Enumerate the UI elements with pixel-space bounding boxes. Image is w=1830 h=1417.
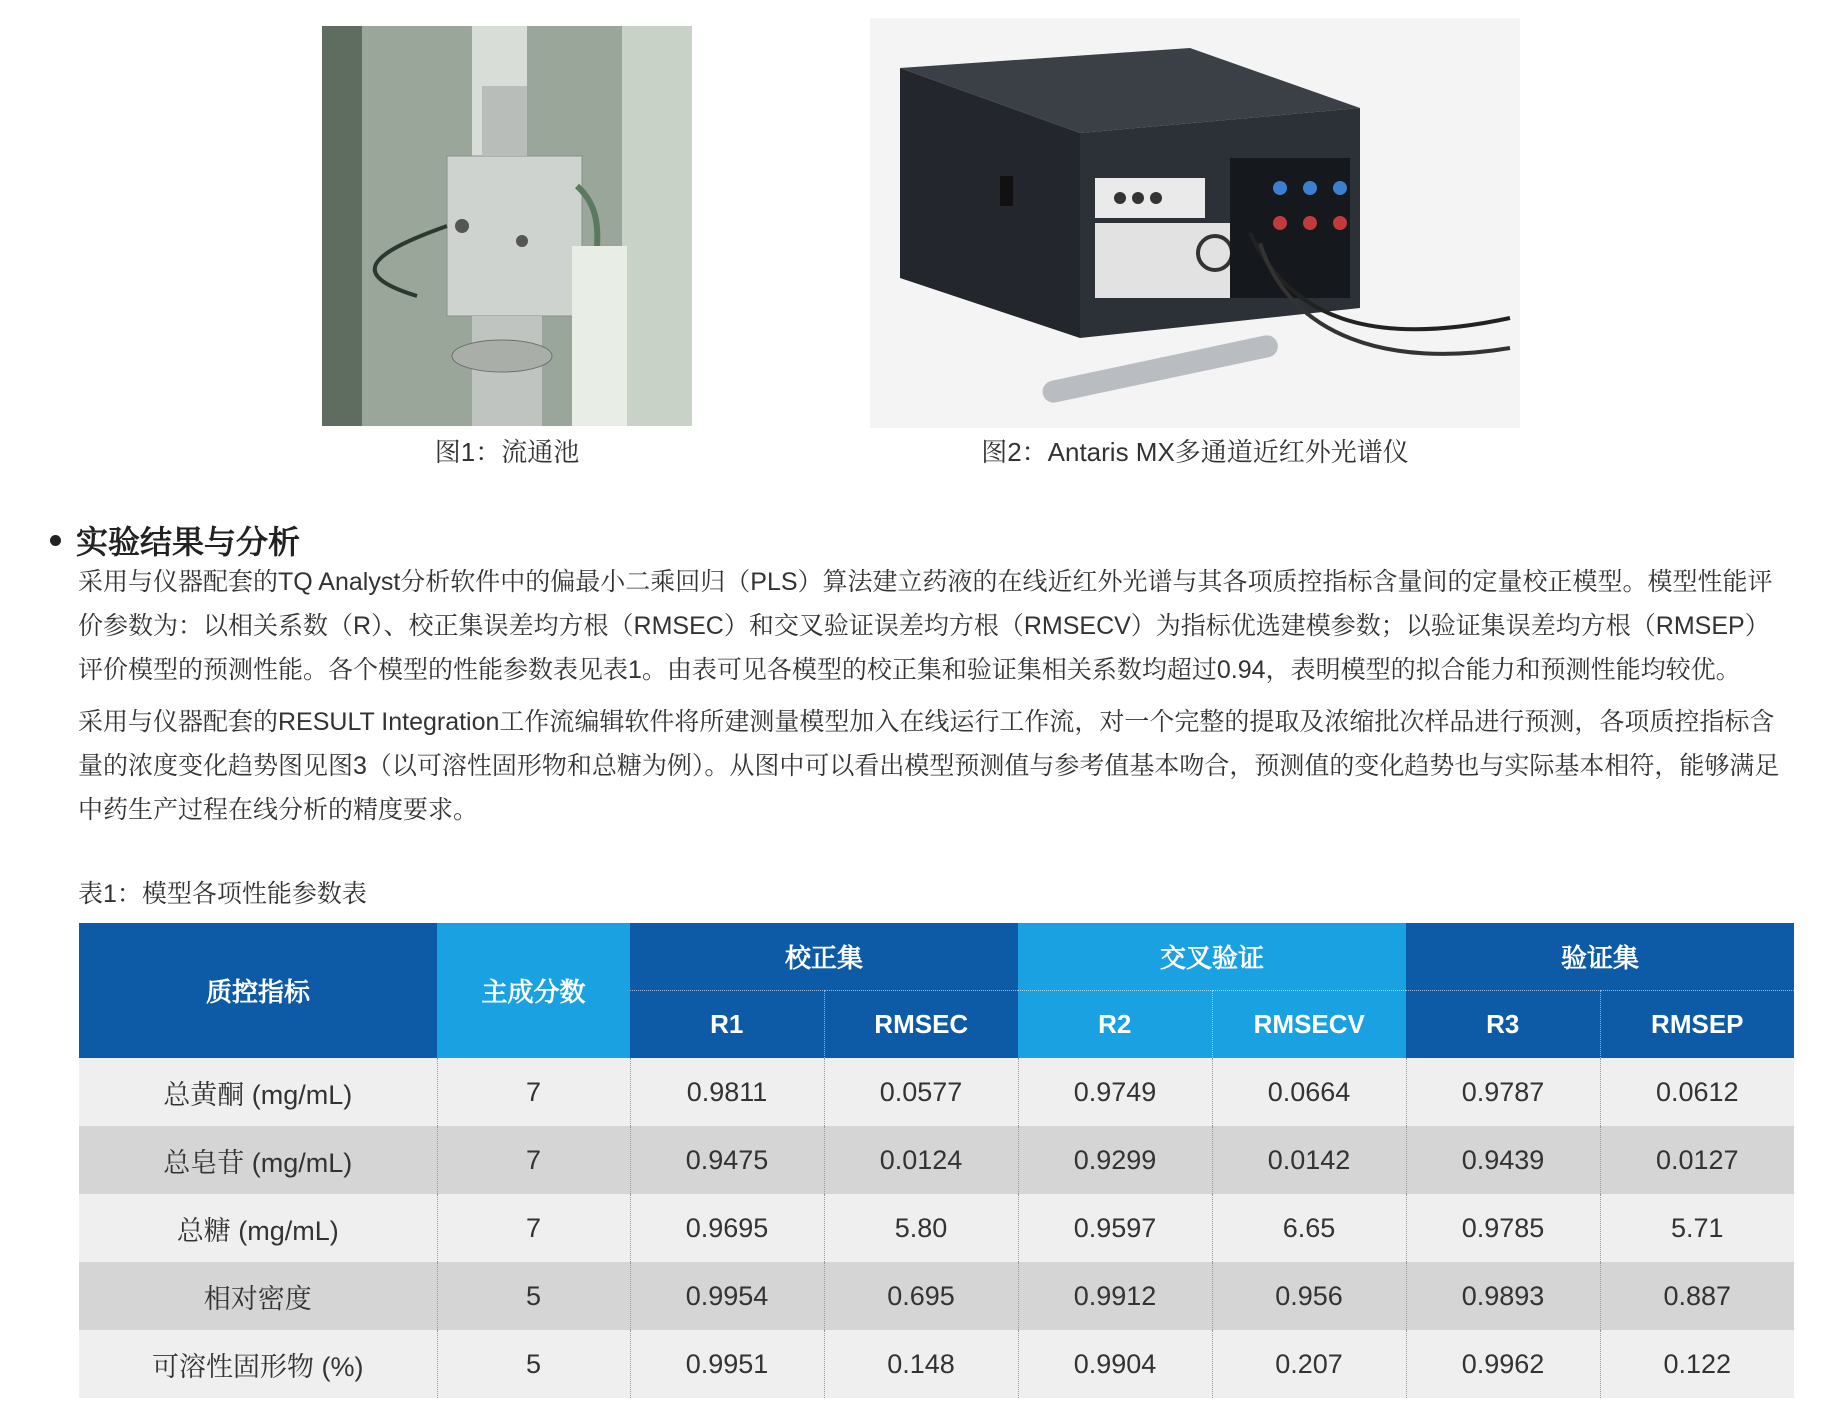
table-cell: 0.148 <box>824 1330 1018 1398</box>
table-cell: 5.80 <box>824 1194 1018 1262</box>
table-cell: 0.0142 <box>1212 1126 1406 1194</box>
header-rmsep: RMSEP <box>1600 991 1794 1059</box>
table-cell: 0.9787 <box>1406 1058 1600 1126</box>
table-cell: 0.9893 <box>1406 1262 1600 1330</box>
table-cell: 总皂苷 (mg/mL) <box>79 1126 437 1194</box>
table-cell: 0.0577 <box>824 1058 1018 1126</box>
table-row <box>79 1194 1794 1262</box>
header-r1: R1 <box>630 991 824 1059</box>
table-cell: 0.9475 <box>630 1126 824 1194</box>
table-cell: 0.122 <box>1600 1330 1794 1398</box>
flow-cell-illustration <box>322 26 692 426</box>
header-group-validation: 验证集 <box>1406 923 1794 991</box>
table-cell: 0.9299 <box>1018 1126 1212 1194</box>
flow-cell-photo <box>322 26 692 426</box>
table-caption: 表1：模型各项性能参数表 <box>78 880 367 908</box>
table-row <box>79 1262 1794 1330</box>
instrument-illustration <box>870 18 1520 428</box>
figure-1-caption: 图1：流通池 <box>434 437 580 467</box>
header-group-cross-validation: 交叉验证 <box>1018 923 1406 991</box>
table-cell: 0.9904 <box>1018 1330 1212 1398</box>
header-r2: R2 <box>1018 991 1212 1059</box>
table-cell: 7 <box>437 1194 630 1262</box>
paragraph: 采用与仪器配套的TQ Analyst分析软件中的偏最小二乘回归（PLS）算法建立药液的在线近红外光谱与其各项质控指标含量间的定量校正模型。模型性能评价参数为：以相关系数（R）、校正集误差均方根（RMSEC）和交叉验证误差均方根（RMSECV）为指标优选建模参数；以验证集误差均方根（RMSEP）评价模型的预测性能。各个模型的性能参数表见表1。由表可见各模型的校正集和验证集相关系数均超过0.94，表明模型的拟合能力和预测性能均较优。 <box>78 568 1773 684</box>
table-row <box>79 1330 1794 1398</box>
table-cell: 0.9811 <box>630 1058 824 1126</box>
section-heading <box>50 517 300 563</box>
table-cell: 0.0612 <box>1600 1058 1794 1126</box>
figure-2-caption: 图2：Antaris MX多通道近红外光谱仪 <box>981 437 1409 467</box>
table-cell: 0.9439 <box>1406 1126 1600 1194</box>
bullet-icon <box>50 535 61 546</box>
table-cell: 0.0127 <box>1600 1126 1794 1194</box>
table-cell: 0.695 <box>824 1262 1018 1330</box>
table-cell: 0.956 <box>1212 1262 1406 1330</box>
table-cell: 5 <box>437 1330 630 1398</box>
header-components: 主成分数 <box>437 923 630 1058</box>
table-row <box>79 1058 1794 1126</box>
table-cell: 0.9951 <box>630 1330 824 1398</box>
table-cell: 7 <box>437 1058 630 1126</box>
table-cell: 0.887 <box>1600 1262 1794 1330</box>
table-cell: 总黄酮 (mg/mL) <box>79 1058 437 1126</box>
paragraph: 采用与仪器配套的RESULT Integration工作流编辑软件将所建测量模型加入在线运行工作流，对一个完整的提取及浓缩批次样品进行预测，各项质控指标含量的浓度变化趋势图见图3（以可溶性固形物和总糖为例）。从图中可以看出模型预测值与参考值基本吻合，预测值的变化趋势也与实际基本相符，能够满足中药生产过程在线分析的精度要求。 <box>78 708 1780 824</box>
header-rmsec: RMSEC <box>824 991 1018 1059</box>
table-cell: 0.207 <box>1212 1330 1406 1398</box>
table-cell: 6.65 <box>1212 1194 1406 1262</box>
table-cell: 5 <box>437 1262 630 1330</box>
table-cell: 0.0124 <box>824 1126 1018 1194</box>
section-title: 实验结果与分析 <box>76 524 301 560</box>
table-row <box>79 1126 1794 1194</box>
table-cell: 0.9785 <box>1406 1194 1600 1262</box>
table-cell: 0.9597 <box>1018 1194 1212 1262</box>
table-cell: 7 <box>437 1126 630 1194</box>
table-cell: 0.9954 <box>630 1262 824 1330</box>
table-cell: 总糖 (mg/mL) <box>79 1194 437 1262</box>
table-cell: 相对密度 <box>79 1262 437 1330</box>
table-cell: 0.9962 <box>1406 1330 1600 1398</box>
performance-table <box>79 923 1794 1398</box>
header-group-calibration: 校正集 <box>630 923 1018 991</box>
table-cell: 可溶性固形物 (%) <box>79 1330 437 1398</box>
table-cell: 0.9912 <box>1018 1262 1212 1330</box>
antaris-mx-instrument-photo <box>870 18 1520 428</box>
header-indicator: 质控指标 <box>79 923 437 1058</box>
table-cell: 5.71 <box>1600 1194 1794 1262</box>
header-r3: R3 <box>1406 991 1600 1059</box>
table-cell: 0.9749 <box>1018 1058 1212 1126</box>
table-cell: 0.0664 <box>1212 1058 1406 1126</box>
table-cell: 0.9695 <box>630 1194 824 1262</box>
header-rmsecv: RMSECV <box>1212 991 1406 1059</box>
